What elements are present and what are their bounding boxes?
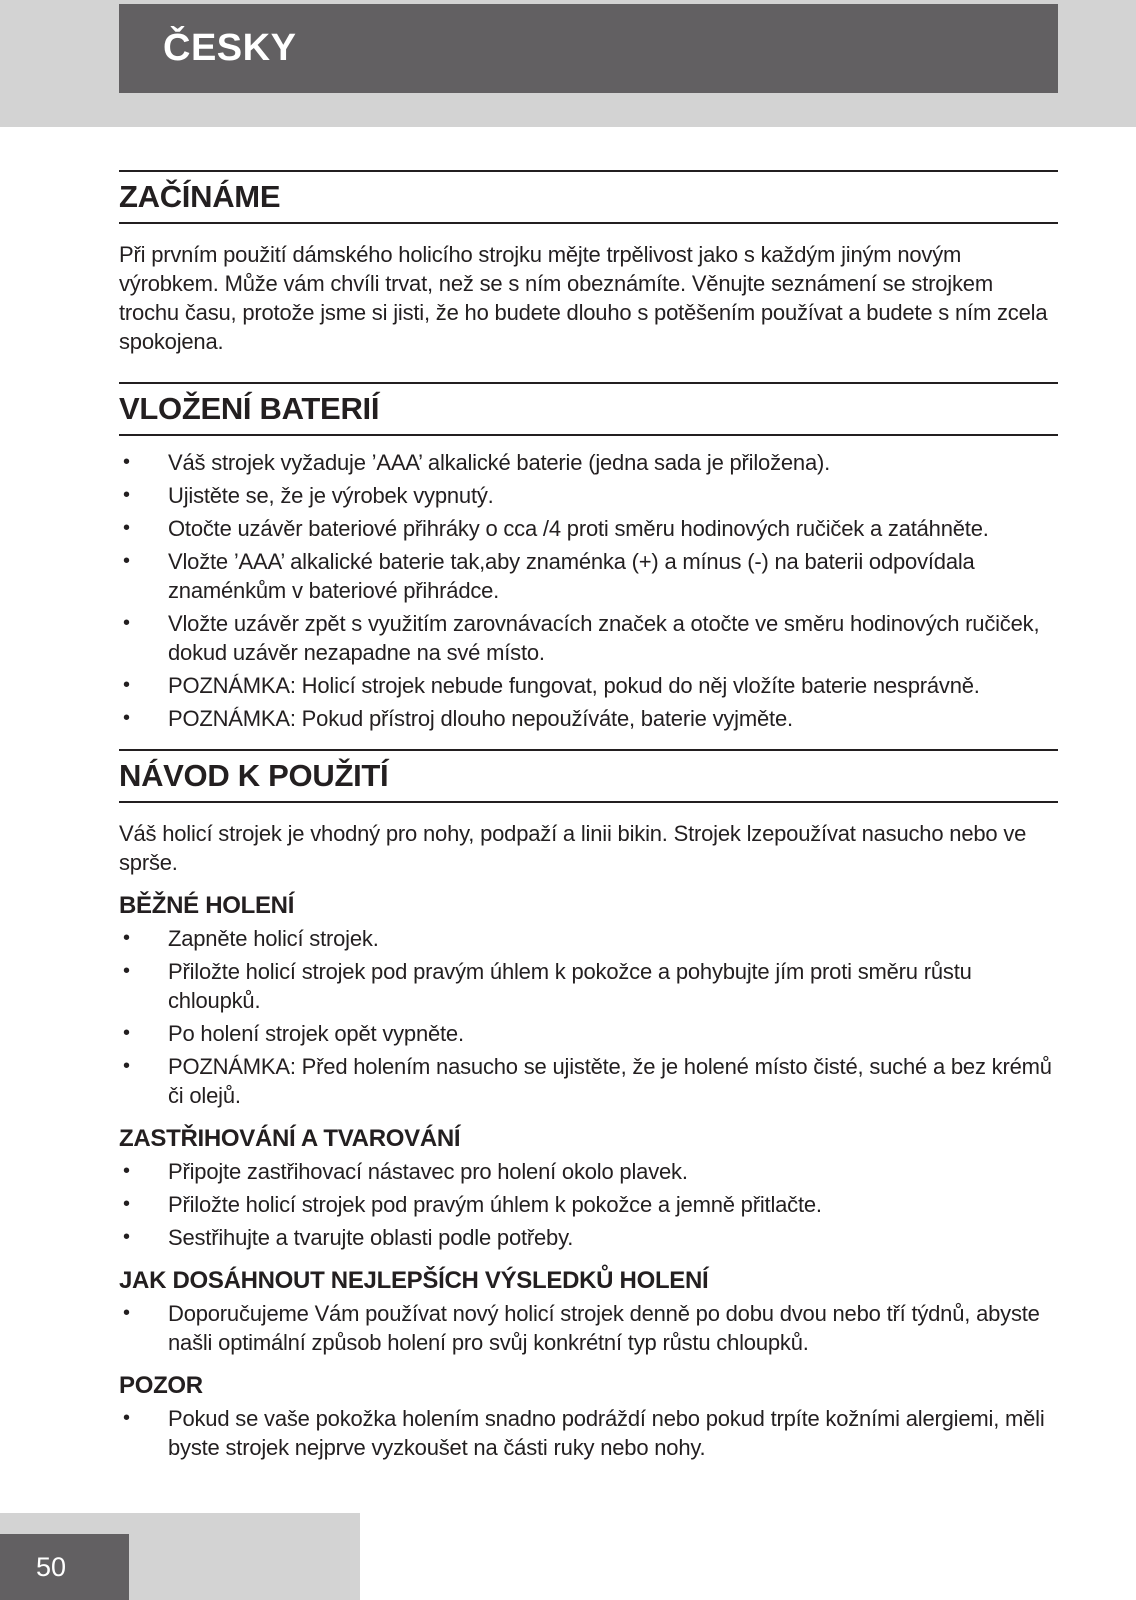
list-item-text: Vložte uzávěr zpět s využitím zarovnávacích značek a otočte ve směru hodinových ručiček, dokud uzávěr nezapadne na své místo. — [168, 611, 1040, 665]
list-item-text: Po holení strojek opět vypněte. — [168, 1021, 464, 1046]
list-item — [119, 514, 1058, 543]
list-item-text: Otočte uzávěr bateriové přihráky o cca /4 proti směru hodinových ručiček a zatáhněte. — [168, 516, 989, 541]
bullet-marker: • — [123, 517, 130, 539]
subsection-title-bezne-holeni: BĚŽNÉ HOLENÍ — [119, 892, 295, 919]
heading-rule-bottom — [119, 801, 1058, 803]
list-item — [119, 924, 1058, 953]
paragraph: Váš holicí strojek je vhodný pro nohy, podpaží a linii bikin. Strojek lzepoužívat nasucho nebo ve sprše. — [119, 821, 1027, 875]
bullet-list — [119, 1404, 1058, 1462]
list-item — [119, 547, 1058, 605]
page-content — [119, 127, 1058, 1466]
list-item — [119, 609, 1058, 667]
bullet-marker: • — [123, 1022, 130, 1044]
list-item — [119, 1157, 1058, 1186]
section-vlozeni-baterii — [119, 382, 1058, 733]
list-item — [119, 481, 1058, 510]
section-zaciname — [119, 170, 1058, 356]
heading-rule-top — [119, 170, 1058, 172]
paragraph: Při prvním použití dámského holicího strojku mějte trpělivost jako s každým jiným novým výrobkem. Může vám chvíli trvat, než se s ním obeznámíte. Věnujte seznámení se strojkem trochu času, protože jsme si jisti, že ho budete dlouho s potěšením používat a budete s ním zcela spokojena. — [119, 242, 1048, 354]
bullet-marker: • — [123, 484, 130, 506]
language-title: ČESKY — [163, 27, 297, 69]
page-number-box — [0, 1534, 129, 1600]
bullet-list — [119, 448, 1058, 733]
bullet-marker: • — [123, 1160, 130, 1182]
section-title: NÁVOD K POUŽITÍ — [119, 758, 389, 793]
subsection-title-pozor: POZOR — [119, 1372, 203, 1399]
header-band — [0, 0, 1136, 127]
list-item — [119, 1223, 1058, 1252]
heading-rule-top — [119, 382, 1058, 384]
bullet-marker: • — [123, 674, 130, 696]
list-item — [119, 671, 1058, 700]
subsection-title-zastrihovani: ZASTŘIHOVÁNÍ A TVAROVÁNÍ — [119, 1125, 461, 1152]
bullet-list — [119, 1299, 1058, 1357]
bullet-marker: • — [123, 451, 130, 473]
page-number: 50 — [36, 1551, 67, 1582]
list-item — [119, 1404, 1058, 1462]
subsection-title-nejlepsi-vysledky: JAK DOSÁHNOUT NEJLEPŠÍCH VÝSLEDKŮ HOLENÍ — [119, 1267, 709, 1294]
bullet-list — [119, 1157, 1058, 1252]
bullet-marker: • — [123, 1302, 130, 1324]
list-item-text: Sestřihujte a tvarujte oblasti podle potřeby. — [168, 1225, 574, 1250]
list-item-text: Přiložte holicí strojek pod pravým úhlem k pokožce a pohybujte jím proti směru růstu chloupků. — [168, 959, 972, 1013]
list-item — [119, 1052, 1058, 1110]
list-item — [119, 448, 1058, 477]
list-item-text: POZNÁMKA: Před holením nasucho se ujistěte, že je holené místo čisté, suché a bez krémů či olejů. — [168, 1054, 1052, 1108]
list-item-text: Pokud se vaše pokožka holením snadno podráždí nebo pokud trpíte kožními alergiemi, měli byste strojek nejprve vyzkoušet na části ruky nebo nohy. — [168, 1406, 1045, 1460]
bullet-marker: • — [123, 1055, 130, 1077]
list-item-text: Doporučujeme Vám používat nový holicí strojek denně po dobu dvou nebo tří týdnů, abyste našli optimální způsob holení pro svůj konkrétní typ růstu chloupků. — [168, 1301, 1040, 1355]
section-title: ZAČÍNÁME — [119, 179, 281, 214]
list-item — [119, 1299, 1058, 1357]
list-item — [119, 1019, 1058, 1048]
section-title: VLOŽENÍ BATERIÍ — [119, 391, 380, 426]
list-item-text: Vložte ’AAA’ alkalické baterie tak,aby znaménka (+) a mínus (-) na baterii odpovídala znaménkům v bateriové přihrádce. — [168, 549, 975, 603]
list-item-text: Váš strojek vyžaduje ’AAA’ alkalické baterie (jedna sada je přiložena). — [168, 450, 831, 475]
list-item — [119, 957, 1058, 1015]
bullet-marker: • — [123, 1226, 130, 1248]
bullet-list — [119, 924, 1058, 1110]
bullet-marker: • — [123, 707, 130, 729]
heading-rule-top — [119, 749, 1058, 751]
list-item-text: Připojte zastřihovací nástavec pro holení okolo plavek. — [168, 1159, 688, 1184]
bullet-marker: • — [123, 550, 130, 572]
heading-rule-bottom — [119, 222, 1058, 224]
section-navod-k-pouziti — [119, 749, 1058, 1462]
list-item-text: POZNÁMKA: Pokud přístroj dlouho nepoužíváte, baterie vyjměte. — [168, 706, 793, 731]
bullet-marker: • — [123, 1407, 130, 1429]
bullet-marker: • — [123, 612, 130, 634]
list-item-text: Zapněte holicí strojek. — [168, 926, 379, 951]
bullet-marker: • — [123, 927, 130, 949]
list-item-text: Ujistěte se, že je výrobek vypnutý. — [168, 483, 494, 508]
list-item — [119, 704, 1058, 733]
language-header-bar — [119, 4, 1058, 93]
list-item-text: POZNÁMKA: Holicí strojek nebude fungovat, pokud do něj vložíte baterie nesprávně. — [168, 673, 980, 698]
heading-rule-bottom — [119, 434, 1058, 436]
list-item-text: Přiložte holicí strojek pod pravým úhlem k pokožce a jemně přitlačte. — [168, 1192, 822, 1217]
list-item — [119, 1190, 1058, 1219]
bullet-marker: • — [123, 1193, 130, 1215]
bullet-marker: • — [123, 960, 130, 982]
